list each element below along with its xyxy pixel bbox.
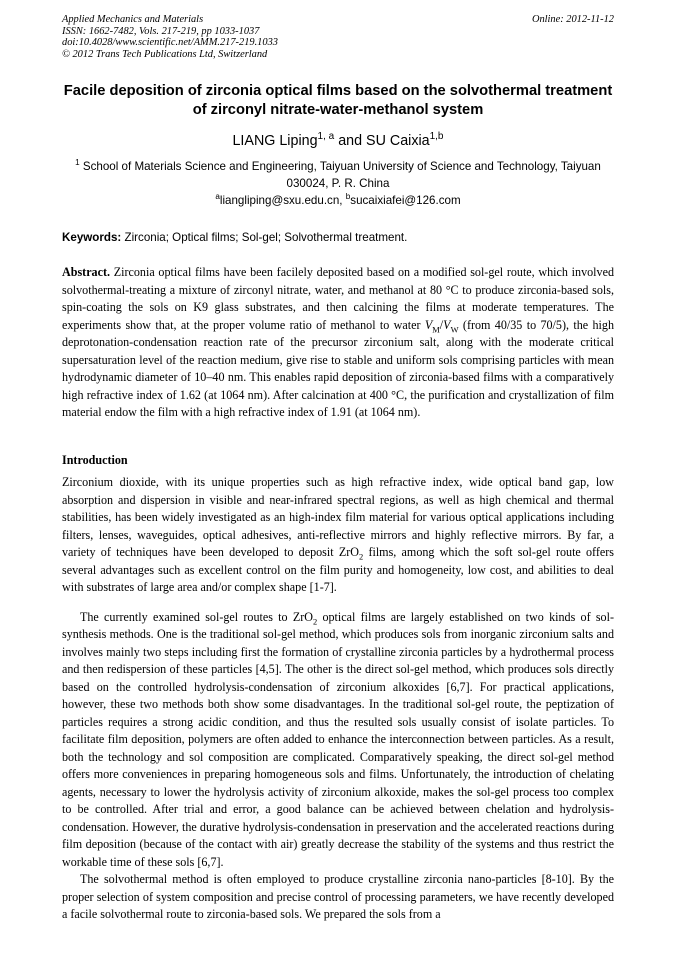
ratio-slash: / bbox=[439, 317, 444, 332]
paragraph bbox=[62, 609, 614, 872]
issn-line: ISSN: 1662-7482, Vols. 217-219, pp 1033-1037 bbox=[62, 25, 260, 37]
author-superscript: 1,b bbox=[429, 131, 444, 143]
paragraph-text: films, among which the soft sol-gel route offers several advantages such as excellent control on the film purity and homogeneity, low cost, and abilities to deal with substrates of large area and/or complex shape [1-7]. bbox=[62, 545, 614, 594]
email-address[interactable]: sucaixiafei@126.com bbox=[350, 194, 461, 207]
formula-subscript: 2 bbox=[312, 615, 318, 626]
volume-symbol: V bbox=[424, 317, 433, 332]
formula-subscript: 2 bbox=[358, 551, 364, 562]
keywords-text: Zirconia; Optical films; Sol-gel; Solvothermal treatment. bbox=[121, 231, 408, 244]
section-heading: Introduction bbox=[62, 453, 128, 467]
author-name: LIANG Liping bbox=[232, 133, 318, 149]
paragraph-text: The solvothermal method is often employed to produce crystalline zirconia nano-particles [8-10]. By the proper selection of system composition and precise control of processing parameters, we have recently developed a facile solvothermal route to zirconia-based sols. We prepared the sols from a bbox=[62, 872, 614, 921]
author-connector: and bbox=[334, 133, 367, 149]
journal-name: Applied Mechanics and Materials bbox=[62, 14, 204, 25]
online-date: Online: 2012-11-12 bbox=[531, 14, 614, 25]
email-separator: , bbox=[339, 194, 346, 207]
keywords bbox=[62, 230, 614, 246]
author-superscript: 1, a bbox=[317, 131, 335, 143]
keywords-label: Keywords: bbox=[62, 231, 122, 244]
journal-header bbox=[62, 14, 614, 60]
doi-line: doi:10.4028/www.scientific.net/AMM.217-219.1033 bbox=[62, 37, 278, 49]
paragraph bbox=[62, 871, 614, 924]
paragraph-text: Zirconium dioxide, with its unique properties such as high refractive index, wide optical band gap, low absorption and dispersion in visible and near-infrared spectral regions, as well as high chemical and thermal stabilities, has been widely investigated as an high-index film material for various optical applications including filters, lenses, waveguides, optical adhesives, anti-reflective mirrors and highly reflective mirrors. By far, a variety of techniques have been developed to deposit ZrO bbox=[62, 475, 614, 559]
email-address[interactable]: liangliping@sxu.edu.cn bbox=[219, 194, 340, 207]
abstract-text: Zirconia optical films have been facilely deposited based on a modified sol-gel route, which involved solvothermal-treating a mixture of zirconyl nitrate, water, and methanol at 80 °C to produce zirconia-based sols, spin-coating the sols on K9 glass substrates, and then calcining the films at moderate temperatures. The experiments show that, at the proper volume ratio of methanol to water bbox=[62, 265, 614, 332]
email-superscript: b bbox=[345, 192, 351, 202]
author-name: SU Caixia bbox=[366, 133, 430, 149]
paragraph-text: optical films are largely established on two kinds of sol-synthesis methods. One is the traditional sol-gel method, which produces sols from inorganic zirconium salts and involves mainly two steps including first the formation of crystalline zirconia particles by a hydrothermal process and then redispersion of these particles [4,5]. The other is the direct sol-gel method, which produces sols directly based on the controlled hydrolysis-condensation of zirconium alkoxides [6,7]. For practical applications, however, these two methods both show some disadvantages. In the traditional sol-gel route, the peptization of particles requires a strong acidic condition, and thus the resulted sols usually consist of isolate particles. To facilitate film deposition, polymers are often added to enhance the interconnection between particles. As a result, both the technology and sol composition are complicated. Comparatively speaking, the direct sol-gel method offers more conveniences in preparing homogeneous sols and films. Unfortunately, the introduction of chelating agents, necessary to lower the hydrolysis activity of zirconium alkoxide, makes the sol-gel process too complex to be controlled. After trial and error, a good balance can be achieved between chelation and hydrolysis-condensation. However, the durative hydrolysis-condensation in preservation and the accelerated reactions during film deposition (because of the contact with air) greatly decrease the stability of the systems and thus restrict the workable time of these sols [6,7]. bbox=[62, 609, 614, 869]
volume-symbol: V bbox=[443, 317, 451, 332]
paragraph bbox=[62, 474, 614, 597]
affiliation bbox=[62, 158, 614, 192]
copyright-line: © 2012 Trans Tech Publications Ltd, Switzerland bbox=[62, 48, 268, 60]
abstract-text: (from 40/35 to 70/5), the high deprotonation-condensation reaction rate of the precursor zirconium salt, along with the moderate critical supersaturation level of the reaction medium, give rise to stable and uniform sols comprising particles with mean hydrodynamic diameter of 10–40 nm. This enables rapid deposition of zirconia-based films with a comparatively high refractive index of 1.62 (at 1064 nm). After calcination at 400 °C, the purification and crystallization of film material endow the film with a high refractive index of 1.91 (at 1064 nm). bbox=[62, 317, 614, 419]
email-line bbox=[62, 192, 614, 209]
author-line bbox=[62, 132, 614, 150]
affiliation-superscript: 1 bbox=[75, 158, 80, 168]
paper-title: Facile deposition of zirconia optical films based on the solvothermal treatment of zirconyl nitrate-water-methanol system bbox=[63, 83, 613, 118]
affiliation-text: School of Materials Science and Engineering, Taiyuan University of Science and Technology, Taiyuan 030024, P. R. China bbox=[79, 160, 601, 190]
abstract bbox=[62, 264, 614, 422]
volume-subscript: W bbox=[450, 323, 459, 334]
email-superscript: a bbox=[215, 192, 220, 202]
introduction-body bbox=[62, 474, 614, 924]
volume-subscript: M bbox=[432, 323, 440, 334]
paragraph-text: The currently examined sol-gel routes to ZrO bbox=[80, 609, 313, 624]
abstract-label: Abstract. bbox=[62, 265, 111, 279]
